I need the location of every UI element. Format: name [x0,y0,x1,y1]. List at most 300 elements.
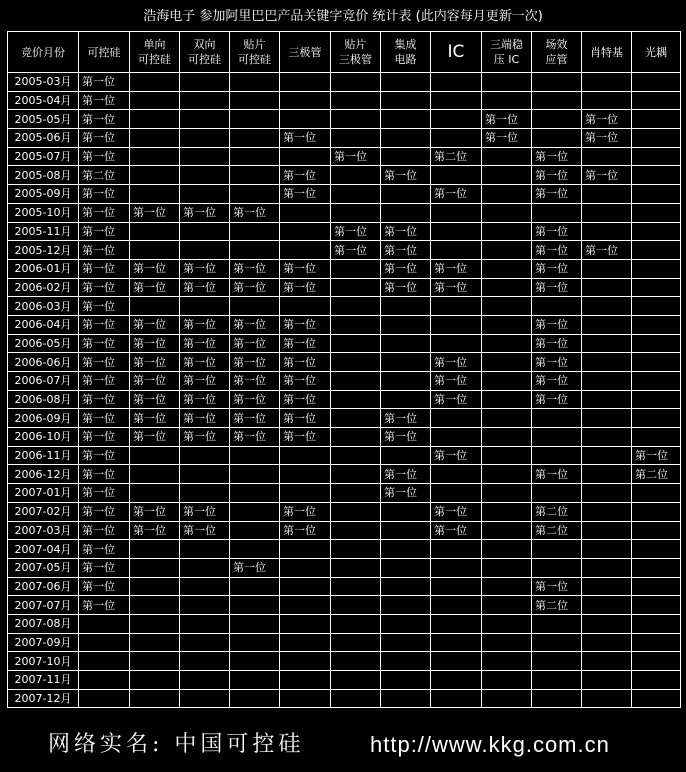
rank-cell [632,222,681,241]
rank-cell [180,166,230,185]
rank-cell [431,334,482,353]
rank-cell [180,577,230,596]
month-cell: 2005-08月 [8,166,79,185]
rank-cell [381,110,431,129]
rank-cell [632,540,681,559]
rank-cell [431,129,482,148]
table-row [8,390,681,409]
rank-cell [230,484,280,503]
rank-cell: 第一位 [431,185,482,204]
rank-cell [79,633,130,652]
rank-cell [582,446,632,465]
rank-cell [482,633,532,652]
rank-cell [532,110,582,129]
rank-cell [331,446,381,465]
rank-cell [482,502,532,521]
rank-cell [230,147,280,166]
rank-cell [632,185,681,204]
month-cell: 2005-12月 [8,241,79,260]
month-cell: 2007-04月 [8,540,79,559]
rank-cell [632,689,681,708]
rank-cell: 第一位 [381,409,431,428]
rank-cell [482,166,532,185]
rank-cell [331,540,381,559]
rank-cell [331,558,381,577]
rank-cell: 第一位 [79,502,130,521]
rank-cell [230,689,280,708]
rank-cell: 第一位 [331,147,381,166]
rank-cell: 第一位 [79,558,130,577]
month-cell: 2006-09月 [8,409,79,428]
rank-cell [532,203,582,222]
rank-cell [331,409,381,428]
rank-cell [632,502,681,521]
rank-cell: 第一位 [79,91,130,110]
header-product-9: 三端稳 压 IC [482,32,532,73]
rank-cell [130,129,180,148]
header-product-11: 肖特基 [582,32,632,73]
rank-cell [431,73,482,92]
table-row [8,353,681,372]
header-product-10: 场效 应管 [532,32,582,73]
rank-cell: 第一位 [280,353,331,372]
rank-cell [632,372,681,391]
rank-cell: 第一位 [280,315,331,334]
rank-cell: 第一位 [381,241,431,260]
rank-cell: 第一位 [230,315,280,334]
rank-cell [582,147,632,166]
rank-cell [130,465,180,484]
table-row [8,652,681,671]
rank-cell: 第一位 [79,390,130,409]
rank-cell [532,671,582,690]
rank-cell: 第一位 [130,315,180,334]
rank-cell [280,222,331,241]
rank-cell [79,689,130,708]
rank-cell [230,110,280,129]
rank-cell [280,671,331,690]
rank-cell [280,147,331,166]
rank-cell [482,577,532,596]
rank-cell [180,652,230,671]
rank-cell [280,652,331,671]
month-cell: 2006-10月 [8,428,79,447]
rank-cell: 第一位 [79,465,130,484]
rank-cell [79,671,130,690]
rank-cell [381,315,431,334]
rank-cell: 第一位 [79,334,130,353]
rank-cell: 第一位 [180,334,230,353]
rank-cell [381,596,431,615]
rank-cell [331,315,381,334]
rank-cell: 第一位 [130,521,180,540]
rank-cell [582,185,632,204]
rank-cell: 第一位 [130,390,180,409]
rank-cell [331,297,381,316]
rank-cell [632,596,681,615]
rank-cell [280,596,331,615]
table-row [8,166,681,185]
rank-cell: 第一位 [381,465,431,484]
month-cell: 2006-07月 [8,372,79,391]
rank-cell [230,521,280,540]
rank-cell [280,446,331,465]
month-cell: 2007-05月 [8,558,79,577]
month-cell: 2005-04月 [8,91,79,110]
rank-cell [632,428,681,447]
rank-cell [431,315,482,334]
rank-cell [130,297,180,316]
month-cell: 2007-12月 [8,689,79,708]
table-row [8,596,681,615]
rank-cell [381,502,431,521]
rank-cell: 第一位 [130,502,180,521]
rank-cell [482,353,532,372]
rank-cell: 第一位 [79,259,130,278]
header-product-12: 光耦 [632,32,681,73]
month-cell: 2007-02月 [8,502,79,521]
rank-cell [381,652,431,671]
rank-cell: 第一位 [280,372,331,391]
month-cell: 2007-01月 [8,484,79,503]
table-row [8,671,681,690]
rank-cell [130,689,180,708]
table-row [8,259,681,278]
rank-cell [532,558,582,577]
rank-cell: 第一位 [130,353,180,372]
rank-cell [180,222,230,241]
rank-cell [632,203,681,222]
rank-cell: 第一位 [180,203,230,222]
rank-cell [180,484,230,503]
rank-cell [381,614,431,633]
table-row [8,446,681,465]
rank-cell [381,297,431,316]
rank-cell [230,540,280,559]
rank-cell: 第一位 [230,372,280,391]
rank-cell [482,372,532,391]
rank-cell [582,73,632,92]
rank-cell [130,110,180,129]
header-row [8,32,681,73]
rank-cell: 第二位 [431,147,482,166]
rank-cell [532,91,582,110]
table-row [8,502,681,521]
rank-cell [582,297,632,316]
header-product-4: 贴片 可控硅 [230,32,280,73]
header-product-8: IC [431,32,482,73]
rank-cell [331,614,381,633]
rank-cell: 第一位 [180,390,230,409]
rank-cell [180,558,230,577]
rank-cell [130,614,180,633]
rank-cell [632,353,681,372]
rank-cell: 第一位 [280,502,331,521]
month-cell: 2006-01月 [8,259,79,278]
rank-cell [482,185,532,204]
month-cell: 2006-11月 [8,446,79,465]
rank-cell [582,222,632,241]
table-row [8,91,681,110]
bid-ranking-table [7,31,681,708]
table-row [8,203,681,222]
month-cell: 2006-03月 [8,297,79,316]
table-row [8,409,681,428]
rank-cell: 第一位 [582,166,632,185]
rank-cell [230,633,280,652]
rank-cell [532,689,582,708]
rank-cell: 第一位 [79,596,130,615]
rank-cell: 第二位 [79,166,130,185]
table-row [8,222,681,241]
month-cell: 2007-07月 [8,596,79,615]
rank-cell: 第一位 [582,129,632,148]
table-row [8,428,681,447]
rank-cell [431,203,482,222]
rank-cell [431,558,482,577]
rank-cell: 第一位 [280,409,331,428]
rank-cell [130,91,180,110]
rank-cell: 第一位 [532,353,582,372]
rank-cell [180,297,230,316]
rank-cell: 第一位 [130,259,180,278]
rank-cell [632,558,681,577]
rank-cell: 第一位 [130,278,180,297]
rank-cell: 第一位 [230,203,280,222]
rank-cell: 第一位 [230,390,280,409]
rank-cell: 第一位 [79,129,130,148]
rank-cell: 第一位 [180,315,230,334]
rank-cell [331,577,381,596]
rank-cell: 第一位 [331,241,381,260]
rank-cell [280,91,331,110]
rank-cell [180,596,230,615]
rank-cell [582,465,632,484]
rank-cell [482,241,532,260]
rank-cell: 第一位 [280,166,331,185]
rank-cell [582,502,632,521]
rank-cell [331,110,381,129]
rank-cell [632,73,681,92]
table-header [8,32,681,73]
table-row [8,185,681,204]
rank-cell [280,689,331,708]
rank-cell [582,259,632,278]
rank-cell: 第一位 [280,185,331,204]
rank-cell [230,465,280,484]
rank-cell [381,521,431,540]
rank-cell [482,446,532,465]
table-row [8,465,681,484]
rank-cell: 第一位 [582,241,632,260]
rank-cell [482,671,532,690]
rank-cell [632,110,681,129]
rank-cell [431,671,482,690]
month-cell: 2006-05月 [8,334,79,353]
month-cell: 2007-03月 [8,521,79,540]
rank-cell: 第一位 [280,521,331,540]
rank-cell: 第二位 [532,596,582,615]
rank-cell [482,689,532,708]
rank-cell [582,614,632,633]
rank-cell: 第一位 [79,521,130,540]
rank-cell [482,614,532,633]
rank-cell [532,484,582,503]
rank-cell [632,241,681,260]
rank-cell [482,203,532,222]
rank-cell [532,129,582,148]
rank-cell [230,652,280,671]
rank-cell [431,652,482,671]
rank-cell [381,540,431,559]
table-row [8,278,681,297]
rank-cell: 第一位 [79,484,130,503]
month-cell: 2006-04月 [8,315,79,334]
rank-cell: 第一位 [230,278,280,297]
rank-cell [431,428,482,447]
rank-cell: 第一位 [532,278,582,297]
rank-cell [381,353,431,372]
rank-cell [582,428,632,447]
rank-cell [632,671,681,690]
rank-cell [130,166,180,185]
rank-cell [180,633,230,652]
footer-net-name: 网络实名: 中国可控硅 [48,732,305,757]
rank-cell [632,166,681,185]
rank-cell [632,334,681,353]
rank-cell [280,73,331,92]
rank-cell: 第一位 [79,577,130,596]
rank-cell [180,185,230,204]
rank-cell [482,409,532,428]
rank-cell: 第一位 [79,203,130,222]
rank-cell [331,465,381,484]
rank-cell [280,614,331,633]
rank-cell [632,484,681,503]
rank-cell [431,241,482,260]
month-cell: 2006-02月 [8,278,79,297]
rank-cell [180,129,230,148]
rank-cell [532,652,582,671]
rank-cell [381,577,431,596]
rank-cell [431,540,482,559]
header-product-1: 可控硅 [79,32,130,73]
rank-cell [632,297,681,316]
header-product-2: 单向 可控硅 [130,32,180,73]
rank-cell [79,614,130,633]
rank-cell [482,147,532,166]
page-title: 浩海电子 参加阿里巴巴产品关键字竞价 统计表 (此内容每月更新一次) [143,9,543,24]
table-row [8,614,681,633]
month-cell: 2007-10月 [8,652,79,671]
rank-cell [130,484,180,503]
rank-cell [582,203,632,222]
rank-cell: 第一位 [130,203,180,222]
rank-cell [130,73,180,92]
rank-cell [632,91,681,110]
rank-cell [230,596,280,615]
rank-cell [582,652,632,671]
rank-cell: 第一位 [532,577,582,596]
rank-cell [331,390,381,409]
table-row [8,633,681,652]
rank-cell [230,297,280,316]
rank-cell [180,540,230,559]
rank-cell: 第一位 [180,259,230,278]
rank-cell [431,91,482,110]
month-cell: 2005-05月 [8,110,79,129]
rank-cell [130,577,180,596]
rank-cell: 第一位 [79,353,130,372]
rank-cell: 第一位 [180,372,230,391]
month-cell: 2006-12月 [8,465,79,484]
rank-cell: 第一位 [130,409,180,428]
rank-cell: 第一位 [532,465,582,484]
rank-cell [180,91,230,110]
rank-cell [331,633,381,652]
rank-cell [331,185,381,204]
rank-cell: 第一位 [331,222,381,241]
rank-cell: 第一位 [180,502,230,521]
rank-cell [230,241,280,260]
month-cell: 2006-08月 [8,390,79,409]
header-product-5: 三极管 [280,32,331,73]
rank-cell [431,166,482,185]
rank-cell [331,428,381,447]
rank-cell: 第一位 [230,409,280,428]
rank-cell [532,73,582,92]
rank-cell [331,203,381,222]
rank-cell [381,129,431,148]
rank-cell: 第一位 [180,409,230,428]
rank-cell [431,689,482,708]
rank-cell: 第一位 [79,222,130,241]
month-cell: 2005-03月 [8,73,79,92]
rank-cell [130,596,180,615]
rank-cell [280,577,331,596]
rank-cell [280,633,331,652]
table-row [8,521,681,540]
rank-cell: 第一位 [431,278,482,297]
rank-cell: 第一位 [632,446,681,465]
rank-cell: 第一位 [280,390,331,409]
rank-cell [632,315,681,334]
rank-cell [180,614,230,633]
rank-cell [331,671,381,690]
table-row [8,334,681,353]
rank-cell: 第一位 [381,166,431,185]
rank-cell [431,577,482,596]
rank-cell [482,73,532,92]
rank-cell: 第一位 [79,409,130,428]
rank-cell [230,502,280,521]
rank-cell [381,671,431,690]
rank-cell [582,315,632,334]
rank-cell: 第一位 [532,147,582,166]
rank-cell: 第一位 [532,185,582,204]
rank-cell [482,540,532,559]
header-product-6: 贴片 三极管 [331,32,381,73]
rank-cell [331,689,381,708]
rank-cell: 第一位 [79,372,130,391]
rank-cell: 第一位 [79,446,130,465]
rank-cell: 第一位 [79,315,130,334]
rank-cell [280,203,331,222]
rank-cell [280,540,331,559]
rank-cell [482,652,532,671]
rank-cell [532,446,582,465]
rank-cell [280,465,331,484]
